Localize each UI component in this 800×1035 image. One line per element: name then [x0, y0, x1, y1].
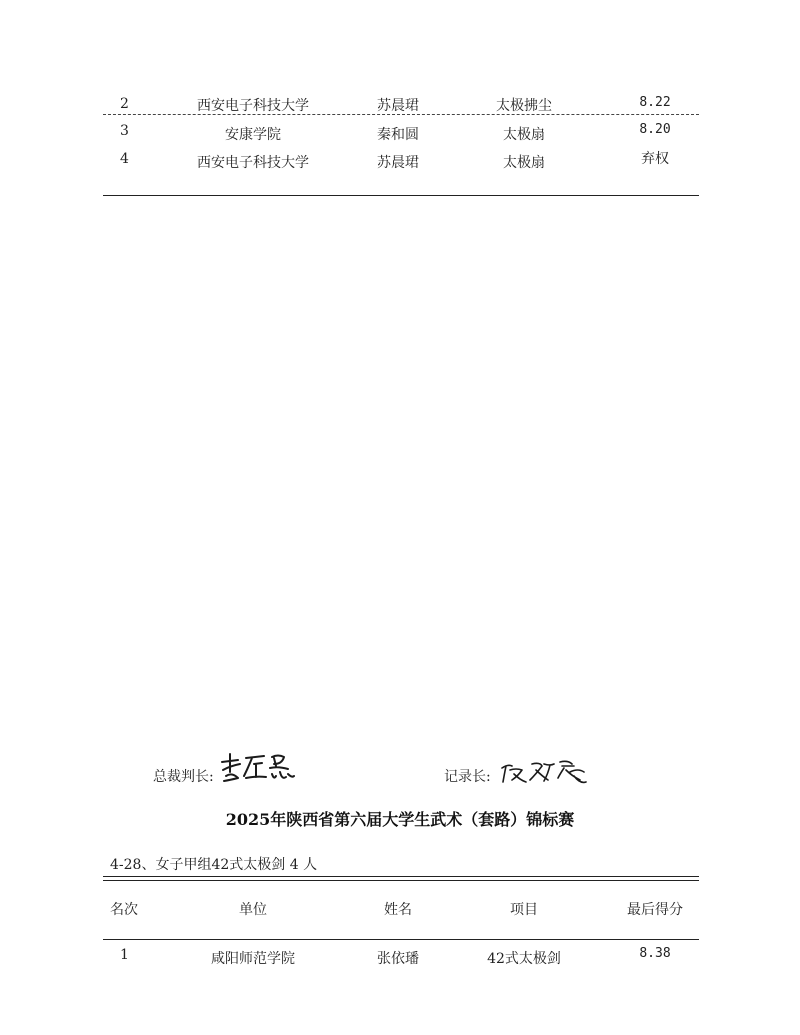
header-bottom-rule — [103, 939, 699, 940]
rank-cell: 1 — [120, 947, 129, 963]
row-divider-dashed — [103, 114, 699, 115]
unit-cell: 安康学院 — [225, 127, 281, 143]
rank-cell: 2 — [120, 96, 129, 112]
name-cell: 张依璠 — [377, 951, 419, 967]
unit-cell: 西安电子科技大学 — [197, 98, 309, 114]
name-cell: 秦和圆 — [377, 127, 419, 143]
score-cell: 8.22 — [639, 95, 671, 110]
rank-cell: 3 — [120, 123, 129, 139]
header-rank: 名次 — [110, 902, 138, 918]
chief-referee-label: 总裁判长: — [153, 769, 214, 785]
item-cell: 42式太极剑 — [487, 951, 561, 967]
table-bottom-rule — [103, 195, 699, 196]
item-cell: 太极拂尘 — [496, 98, 552, 114]
recorder-label: 记录长: — [444, 769, 491, 785]
header-item: 项目 — [510, 902, 538, 918]
table-top-rule — [103, 876, 699, 877]
rank-cell: 4 — [120, 151, 129, 167]
item-cell: 太极扇 — [503, 155, 545, 171]
event-subtitle: 4-28、女子甲组42式太极剑 4 人 — [110, 857, 318, 873]
header-name: 姓名 — [384, 902, 412, 918]
item-cell: 太极扇 — [503, 127, 545, 143]
name-cell: 苏晨珺 — [377, 155, 419, 171]
table-top-rule-inner — [103, 880, 699, 881]
unit-cell: 西安电子科技大学 — [197, 155, 309, 171]
header-unit: 单位 — [239, 902, 267, 918]
header-score: 最后得分 — [627, 902, 683, 918]
event-title: 2025年陕西省第六届大学生武术（套路）锦标赛 — [225, 810, 575, 829]
recorder-signature — [500, 756, 588, 786]
score-cell: 8.20 — [639, 122, 671, 137]
chief-referee-signature — [218, 750, 296, 784]
name-cell: 苏晨珺 — [377, 98, 419, 114]
score-cell: 8.38 — [639, 946, 671, 961]
score-cell: 弃权 — [641, 151, 669, 167]
unit-cell: 咸阳师范学院 — [211, 951, 295, 967]
